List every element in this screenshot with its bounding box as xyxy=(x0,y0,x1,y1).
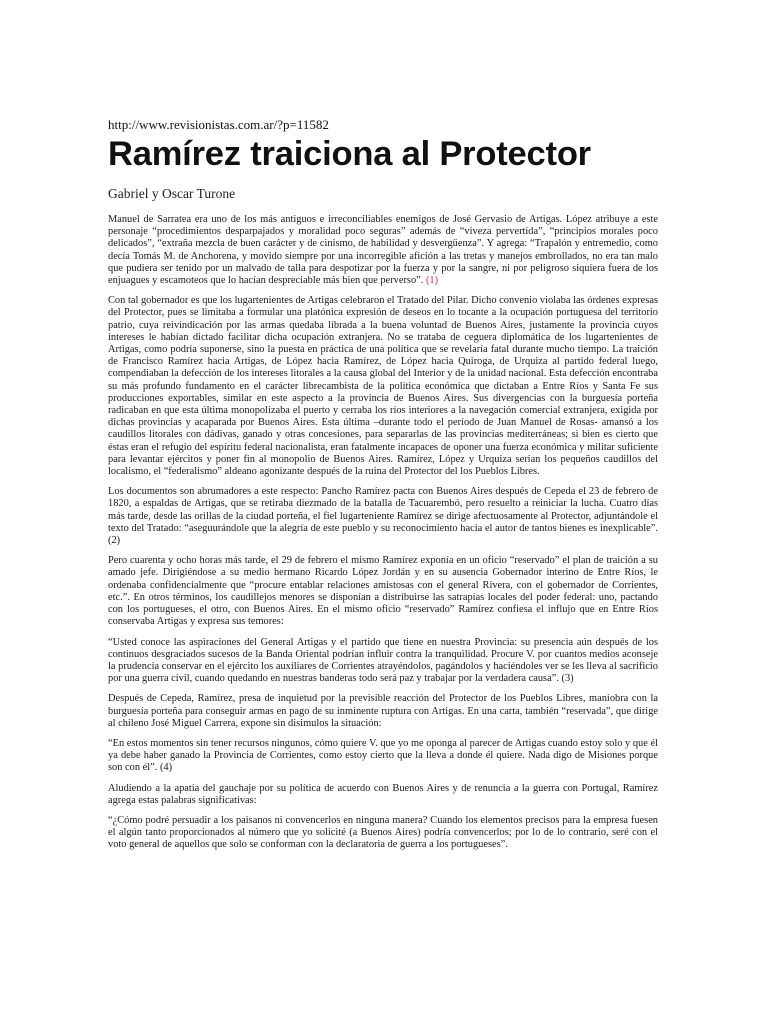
paragraph xyxy=(108,214,658,287)
paragraph xyxy=(108,486,658,547)
footnote-reference-link[interactable]: (1) xyxy=(425,275,439,287)
document-page xyxy=(108,117,658,860)
paragraph-text: Manuel de Sarratea era uno de los más antiguos e irreconciliables enemigos de José Gervasio de Artigas. López atribuye a este personaje “procedimientos desparpajados y moralidad poco seguras” además de “viveza pervertida”, “principios morales poco delicados”, “extraña mezcla de buen carácter y de cinismo, de habilidad y desvergüenza”. Y agrega: “Trapalón y entremedio, como decía Tomás M. de Anchorena, y movido siempre por una incorregible afición a las tretas y manejos embrollados, no era tan malo que pudiera ser tenido por un malvado de talla para despotizar por la fuerza y por la sangre, ni por peligroso siquiera fuera de los enjuagues y escamoteos que lo hacían despreciable más bien que perverso”. xyxy=(108,214,658,287)
paragraph-text: Pero cuarenta y ocho horas más tarde, el 29 de febrero el mismo Ramírez exponía en un oficio “reservado” el plan de traición a su amado jefe. Dirigiéndose a su medio hermano Ricardo López Jordán y en su ausencia Gobernador interino de Entre Ríos, le ordenaba confidencialmente que “procure entablar relaciones amistosas con el general Rivera, con el gobernador de Corrientes, etc.”. En otros términos, los caudillejos menores se disponían a distribuirse las satrapías locales del poder federal: uno, pactando con los portugueses, el otro, con Buenos Aires. En el mismo oficio “reservado” Ramírez confiesa el influjo que en Entre Ríos conservaba Artigas y expresa sus temores: xyxy=(108,555,658,628)
paragraph xyxy=(108,637,658,686)
article-body xyxy=(108,214,658,852)
paragraph-text: Aludiendo a la apatía del gauchaje por su política de acuerdo con Buenos Aires y de renuncia a la guerra con Portugal, Ramírez agrega estas palabras significativas: xyxy=(108,782,658,806)
source-url: http://www.revisionistas.com.ar/?p=11582 xyxy=(108,117,329,132)
paragraph xyxy=(108,815,658,852)
paragraph-text: “En estos momentos sin tener recursos ningunos, cómo quiere V. que yo me oponga al parecer de Artigas cuando estoy solo y que él ya debe haber ganado la Provincia de Corrientes, como estoy cierto que la lleva a donde él quiere. Nada digo de Misiones porque son con él”. (4) xyxy=(108,737,658,774)
paragraph-text: Los documentos son abrumadores a este respecto: Pancho Ramírez pacta con Buenos Aires después de Cepeda el 23 de febrero de 1820, a espaldas de Artigas, que se retiraba diezmado de la batalla de Tacuarembó, pero resuelto a reiniciar la lucha. Cuatro días más tarde, desde las orillas de la ciudad porteña, el fiel lugarteniente Ramírez se dirige afectuosamente al Protector, adjuntándole el texto del Tratado: “aseguurándole que la alegría de este pueblo y su reconocimiento hacia el autor de tantos bienes es inexplicable”. (2) xyxy=(108,486,658,547)
paragraph xyxy=(108,693,658,730)
article-authors: Gabriel y Oscar Turone xyxy=(108,186,236,201)
paragraph-text: Con tal gobernador es que los lugartenientes de Artigas celebraron el Tratado del Pilar. Dicho convenio violaba las órdenes expresas del Protector, pues se limitaba a formular una platónica expresión de deseos en lo tocante a la ocupación portuguesa del territorio patrio, cuya reivindicación por las armas quedaba librada a la buena voluntad de Buenos Aires, justamente la provincia cuyos intereses le habían dictado facilitar dicha ocupación extranjera. No se trataba de ceguera diplomática de los lugartenientes de Artigas, como podría suponerse, sino la puesta en práctica de una política que se revelaría fatal durante mucho tiempo. La traición de Francisco Ramírez hacia Artigas, de López hacia Ramírez, de López hacia Quiroga, de Urquiza al partido federal luego, compendiaban la defección de los intereses litorales a la causa global del Interior y de la unidad nacional. Esta defección encontraba su más profundo fundamento en el carácter librecambista de la política económica que dictaban a Entre Ríos y Santa Fe sus producciones exportables, similar en este aspecto a la provincia de Buenos Aires. Sus divergencias con la burguesía porteña radicaban en que esta última monopolizaba el puerto y cerraba los ríos interiores a la navegación comercial extranjera, exigida por dichas provincias y acaparada por Buenos Aires. Esta última –durante todo el período de Juan Manuel de Rosas- amansó a los caudillos litorales con dádivas, ganado y otras concesiones, para separarlas de las provincias mediterráneas; si bien es cierto que éstas eran el refugio del espíritu federal nacionalista, eran fatalmente incapaces de oponer una fuerza económica y militar suficiente para levantar ejércitos y poner fin al monopolio de Buenos Aires. Ramírez, López y Urquiza serían los pequeños caudillos del localismo, el “federalismo” aldeano agonizante después de la ruina del Protector del los Pueblos Libres. xyxy=(108,295,658,478)
paragraph xyxy=(108,738,658,775)
paragraph xyxy=(108,295,658,478)
paragraph xyxy=(108,555,658,628)
paragraph-text: “Usted conoce las aspiraciones del General Artigas y el partido que tiene en nuestra Provincia: su presencia aún después de los continuos desgraciados sucesos de la Banda Oriental podrían influir contra la tranquilidad. Procure V. por cuantos medios aconseje la prudencia conservar en el ejército los auxiliares de Corrientes atrayéndolos, pagándolos y haciéndoles ver se les lleva al sacrificio por una guerra civil, cuando quedando en nuestras banderas todo será paz y trabajar por la verdadera causa”. (3) xyxy=(108,636,658,685)
paragraph-text: Después de Cepeda, Ramírez, presa de inquietud por la previsible reacción del Protector de los Pueblos Libres, maniobra con la burguesía porteña para conseguir armas en pago de su inminente ruptura con Artigas. En una carta, también “reservada”, que dirige al chileno José Miguel Carrera, expone sin disimulos la situación: xyxy=(108,693,658,729)
paragraph xyxy=(108,783,658,807)
article-title: Ramírez traiciona al Protector xyxy=(108,135,591,173)
paragraph-text: “¿Cómo podré persuadir a los paisanos ni convencerlos en ninguna manera? Cuando los elementos precisos para la empresa fuesen el algún tanto proporcionados al número que yo solicité (a Buenos Aires) podría convencerlos; por lo de lo contrario, seré con el voto general de aquellos que solo se conforman con la declaratoria de guerra a los portugueses”. xyxy=(108,814,658,851)
